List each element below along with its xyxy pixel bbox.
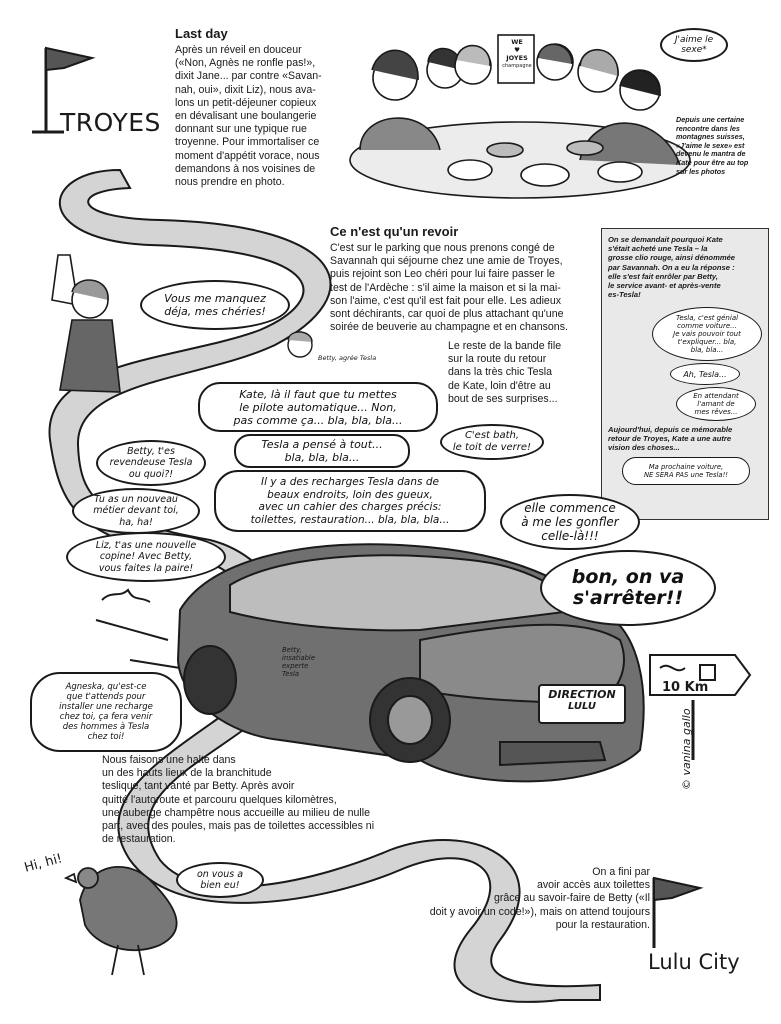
sidebox-bubble-prochaine: Ma prochaine voiture, NE SERA PAS une Tesla!! [622, 457, 750, 485]
betty-caption: Betty, agrée Tesla [318, 354, 377, 362]
artist-signature: © vanina gallo [680, 708, 693, 790]
road-sign [650, 655, 750, 760]
section2-text-b: Le reste de la bande file sur la route du retour dans la très chic Tesla de Kate, loin d'être au bout de ses surprises... [448, 340, 562, 405]
road-sign-distance: 10 Km [662, 680, 709, 695]
betty-small [288, 332, 312, 357]
bubble-liz-copine: Liz, t'as une nouvelle copine! Avec Betty, vous faites la paire! [66, 532, 226, 582]
hen-hi-hi: Hi, hi! [22, 851, 65, 876]
section4-text: On a fini par avoir accès aux toilettes grâce au savoir-faire de Betty («Il doit y avoir un code!»), mais on attend toujours pour la restauration. [429, 866, 650, 931]
lulu-flag-icon [654, 878, 700, 948]
section1-text: Après un réveil en douceur («Non, Agnès ne ronfle pas!», dixit Jane... par contre «Savan- nah, oui», dixit Liz), nous ava- lons un petit-déjeuner copieux en dévalisant une boulangerie donnant sur une typique rue troyenne. Pour immortaliser ce moment d'appétit vorace, nous demandons à nos voisines de nous prendre en photo. [175, 44, 322, 189]
savannah-waving [52, 255, 120, 392]
section-title-last-day: Last day [175, 26, 228, 41]
champagne-sign: WE ♥ JOYES champagne [502, 38, 532, 69]
bubble-jaime-le-sexe: J'aime le sexe* [660, 28, 728, 62]
sidebox-bubble-amant: En attendant l'amant de mes rêves... [676, 387, 756, 421]
bubble-betty-revendeuse: Betty, t'es revendeuse Tesla ou quoi?! [96, 440, 206, 486]
bubble-tesla-tout: Tesla a pensé à tout... bla, bla, bla... [234, 434, 410, 468]
bubble-vous-me-manquez: Vous me manquez déja, mes chéries! [140, 280, 290, 330]
betty-expert-label: Betty, insatiable experte Tesla [282, 646, 316, 678]
breakfast-footnote: Depuis une certaine rencontre dans les montagnes suisses, «J'aime le sexe» est devenu le mantra de Kate pour être au top sur les photos [676, 115, 749, 176]
bubble-on-vous-a-bien-eu: on vous a bien eu! [176, 862, 264, 898]
bubble-agneska: Agneska, qu'est-ce que t'attends pour installer une recharge chez toi, ça fera venir des hommes à Tesla chez toi! [30, 672, 182, 752]
bubble-nouveau-metier: Tu as un nouveau métier devant toi, ha, ha! [72, 488, 200, 534]
sidebox-bubble-ah-tesla: Ah, Tesla... [670, 363, 740, 385]
bubble-recharges: Il y a des recharges Tesla dans de beaux endroits, loin des gueux, avec un cahier des charges précis: toilettes, restauration... bla, bla, bla... [214, 470, 486, 532]
tesla-sidebox [601, 228, 769, 520]
bubble-kate-pilote: Kate, là il faut que tu mettes le pilote automatique... Non, pas comme ça... bla, bla, bla... [198, 382, 438, 432]
speed-lines [96, 590, 180, 668]
place-troyes: TROYES [60, 108, 161, 137]
sidebox-outro: Aujourd'hui, depuis ce mémorable retour de Troyes, Kate a une autre vision des choses... [608, 425, 733, 453]
bubble-gonfler: elle commence à me les gonfler celle-là!!! [500, 494, 640, 550]
bubble-bath: C'est bath, le toit de verre! [440, 424, 544, 460]
place-lulu-city: Lulu City [648, 950, 740, 974]
license-plate: DIRECTION LULU [538, 684, 626, 724]
sidebox-bubble-genial: Tesla, c'est génial comme voiture... Je vais pouvoir tout t'expliquer... bla, bla, bla... [652, 307, 762, 361]
sidebox-intro: On se demandait pourquoi Kate s'était acheté une Tesla – la grosse clio rouge, ainsi dénommée par Savannah. On a eu la réponse : elle s'est fait enrôler par Betty, le service avant- et après-vente es-Tesla! [608, 235, 736, 300]
section-title-revoir: Ce n'est qu'un revoir [330, 224, 459, 239]
bubble-arreter: bon, on va s'arrêter!! [540, 550, 716, 626]
section3-text: Nous faisons une halte dans un des hauts lieux de la branchitude teslique, tant vanté par Betty. Après avoir quitté l'autoroute et parcouru quelques kilomètres, une auberge champêtre nous accueille au milieu de nulle part, avec des poules, mais pas de toilettes accessibles ni de restauration. [102, 754, 375, 846]
section2-text: C'est sur le parking que nous prenons congé de Savannah qui séjourne chez une amie de Troyes, puis rejoint son Leo chéri pour lui faire passer le test de l'Ardèche : s'il aime la maison et si la mai- son l'aime, c'est qu'il est fait pour elle. Les adieux sont déchirants, car quoi de plus attachant qu'une soirée de beuverie au champagne et en chansons. [330, 242, 568, 334]
